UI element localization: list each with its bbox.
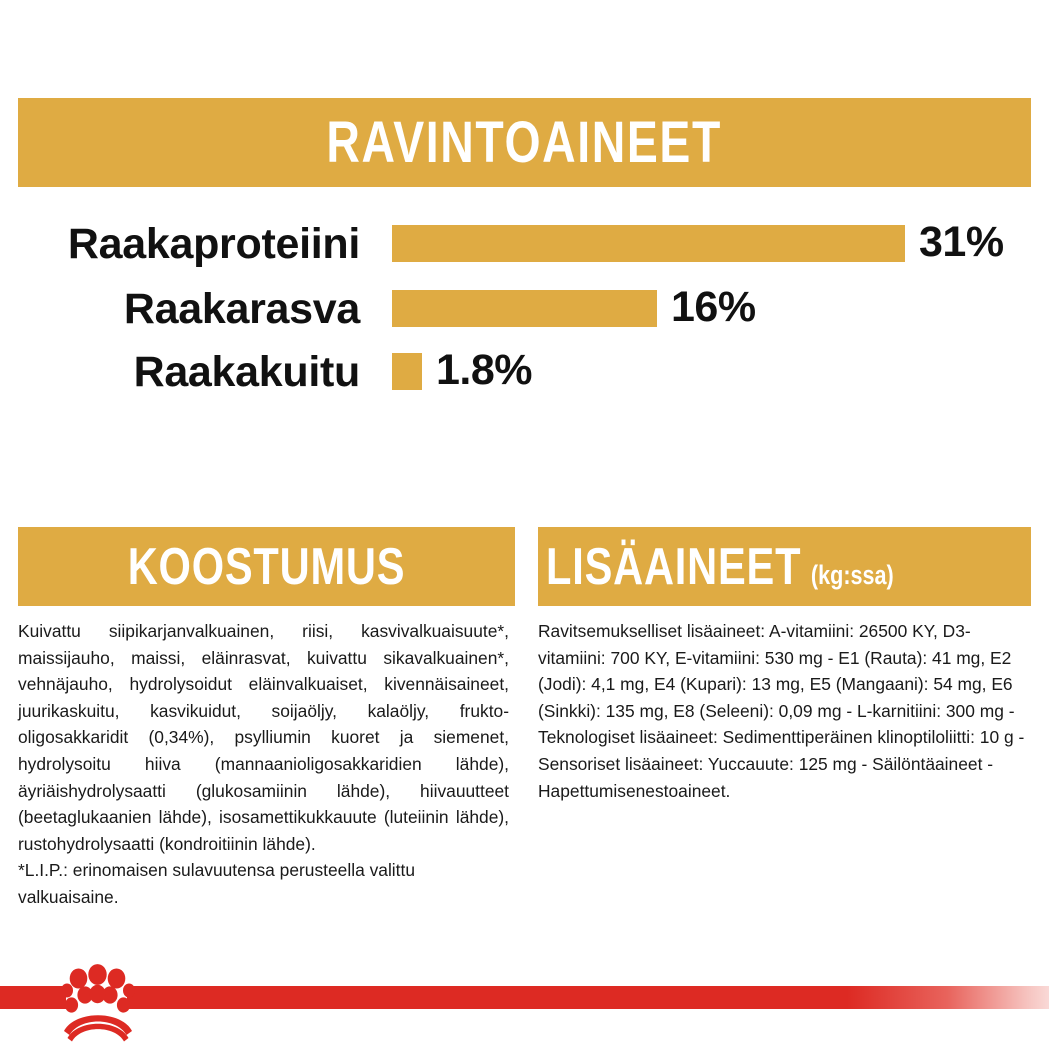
additives-banner-title: LISÄAINEET bbox=[546, 537, 802, 596]
nutrient-bar bbox=[392, 353, 422, 390]
nutrient-value: 1.8% bbox=[436, 346, 533, 394]
composition-banner bbox=[18, 527, 515, 606]
footer bbox=[0, 981, 1049, 1049]
additives-text bbox=[538, 618, 1029, 804]
nutrient-value: 31% bbox=[919, 218, 1004, 266]
nutrient-row bbox=[0, 343, 1049, 401]
nutrient-label: Raakaproteiini bbox=[67, 219, 360, 268]
royal-canin-crown-logo bbox=[61, 963, 135, 1043]
additives-banner-subtitle: (kg:ssa) bbox=[810, 559, 894, 590]
body-paragraph: *L.I.P.: erinomaisen sulavuutensa perusteella valittu valkuaisaine. bbox=[18, 860, 416, 907]
nutrient-row bbox=[0, 280, 1049, 338]
nutrient-label: Raakakuitu bbox=[133, 347, 360, 396]
body-paragraph: Kuivattu siipikarjanvalkuainen, riisi, kasvivalkuaisuute*, maissijauho, maissi, eläinrasvat, kuivattu sikavalkuainen*, vehnäjauho, hydrolysoidut eläinvalkuaiset, kivennäisaineet, juurikaskuitu, kasvikuidut, soijaöljy, kalaöljy, frukto-oligosakkaridit (0,34%), psylliumin kuoret ja siemenet, hydrolysoitu hiiva (mannaanioligosakkaridien lähde), äyriäishydrolysaatti (glukosamiinin lähde), hiivauutteet (beetaglukaanien lähde), isosamettikukkauute (luteiinin lähde), rustohydrolysaatti (kondroitiinin lähde). bbox=[18, 621, 509, 854]
nutrient-bar bbox=[392, 290, 657, 327]
nutrient-label: Raakarasva bbox=[123, 284, 360, 333]
footer-stripe-right bbox=[127, 986, 1049, 1009]
nutrient-bar bbox=[392, 225, 905, 262]
nutrients-banner-title: RAVINTOAINEET bbox=[326, 109, 723, 175]
composition-text bbox=[18, 618, 509, 911]
additives-banner bbox=[538, 527, 1031, 606]
additives-banner-heading bbox=[546, 537, 894, 596]
composition-banner-title: KOOSTUMUS bbox=[127, 537, 406, 596]
body-paragraph: Ravitsemukselliset lisäaineet: A-vitamiini: 26500 KY, D3-vitamiini: 700 KY, E-vitamiini: 530 mg - E1 (Rauta): 41 mg, E2 (Jodi): 4,1 mg, E4 (Kupari): 13 mg, E5 (Mangaani): 54 mg, E6 (Sinkki): 135 mg, E8 (Seleeni): 0,09 mg - L-karnitiini: 300 mg - Teknologiset lisäaineet: Sedimenttiperäinen klinoptiloliitti: 10 g - Sensoriset lisäaineet: Yuccauute: 125 mg - Säilöntäaineet - Hapettumisenestoaineet. bbox=[538, 621, 1025, 801]
footer-stripe-left bbox=[0, 986, 66, 1009]
nutrient-bar-chart bbox=[0, 205, 1049, 400]
nutrient-row bbox=[0, 215, 1049, 273]
nutrients-banner bbox=[18, 98, 1031, 187]
nutrient-value: 16% bbox=[671, 283, 756, 331]
